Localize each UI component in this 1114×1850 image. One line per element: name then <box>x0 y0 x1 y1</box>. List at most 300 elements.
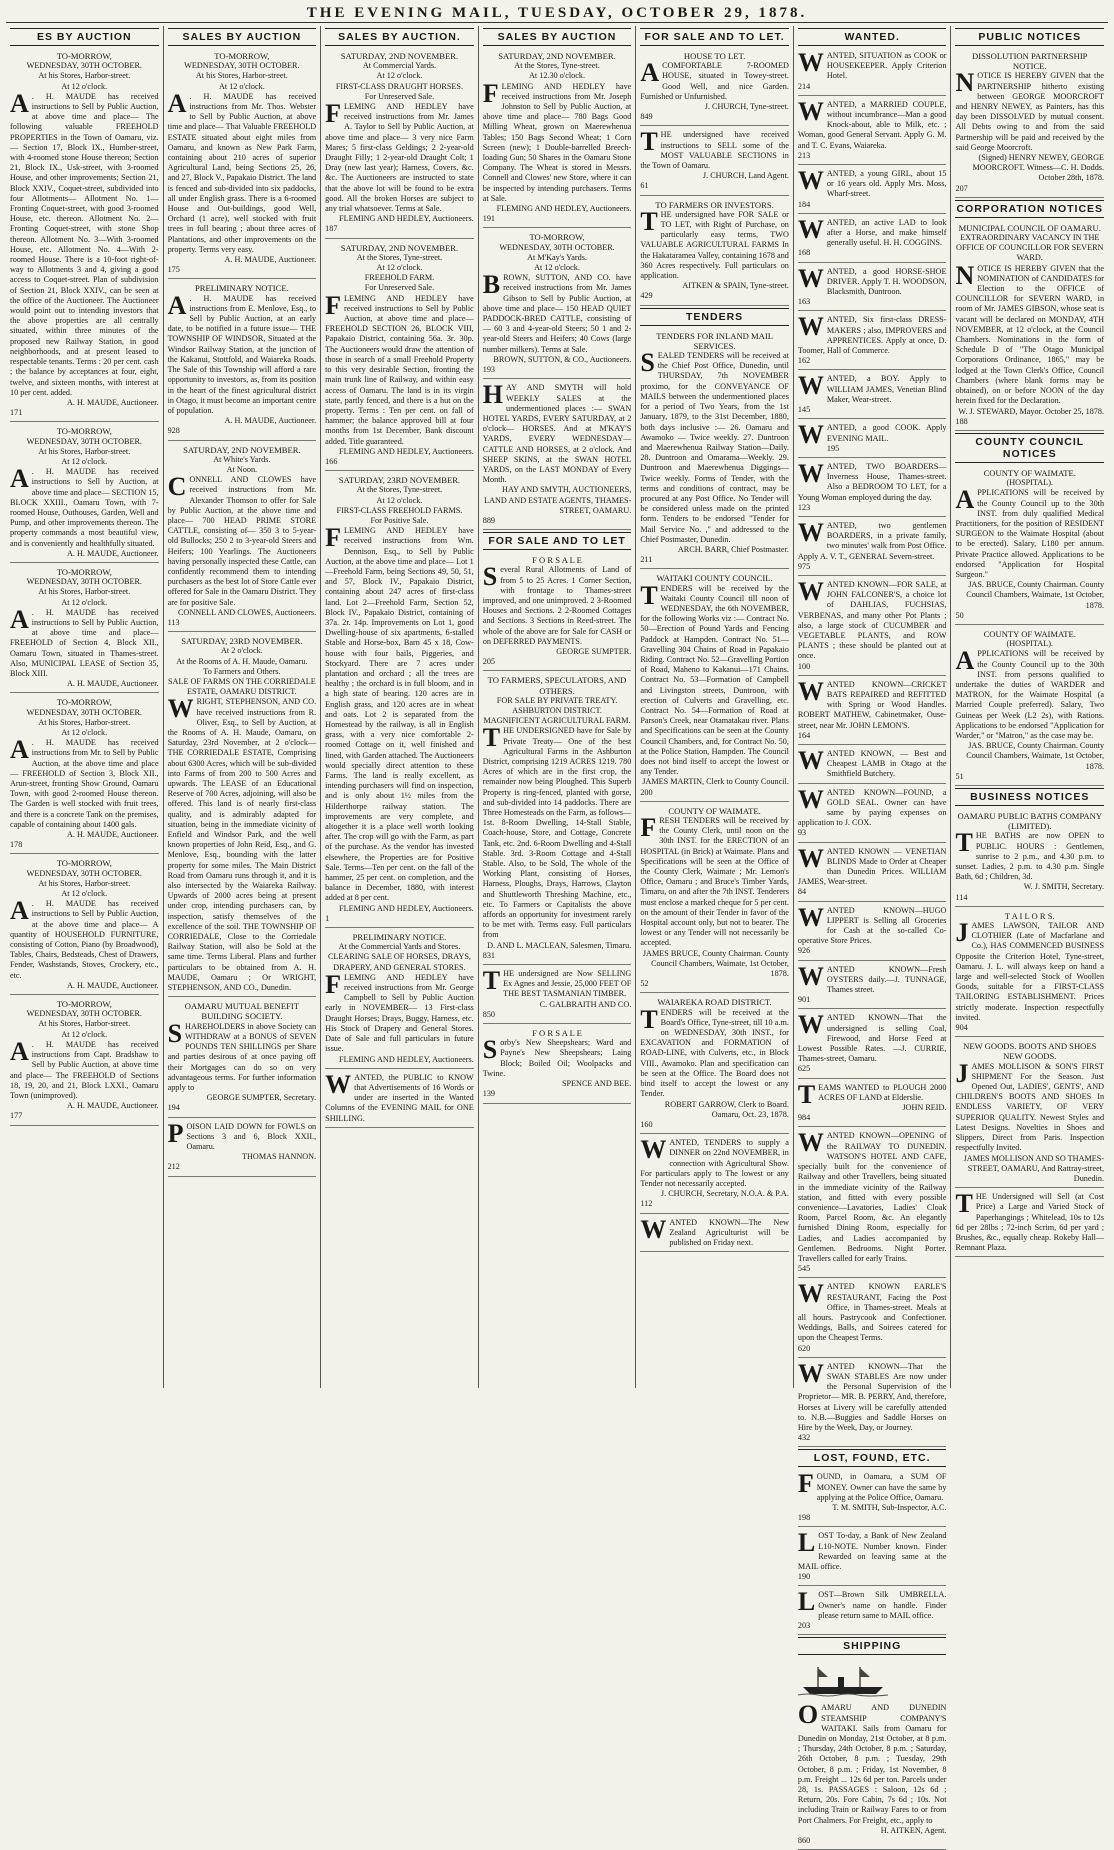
advertisement <box>798 313 947 370</box>
ad-heading-line: (HOSPITAL). <box>1006 478 1053 488</box>
advertisement <box>798 1529 947 1586</box>
ad-number: 190 <box>797 1572 811 1582</box>
ad-heading-line: WEDNESDAY, 30TH OCTOBER. <box>26 577 142 587</box>
advertisement <box>640 571 789 801</box>
drop-cap: A <box>10 88 29 118</box>
drop-cap: W <box>797 312 824 342</box>
ad-body: WANTED, SITUATION as COOK or HOUSEKEEPER. Apply Criterion Hotel. <box>797 48 947 81</box>
ad-heading-line: TO-MORROW, <box>56 426 112 437</box>
ad-body: WANTED, a good HORSE-SHOE DRIVER. Apply T. H. WOODSON, Blacksmith, Duntroon. <box>797 263 947 297</box>
advertisement <box>640 804 789 994</box>
ad-signature: T. M. SMITH, Sub-Inspector, A.C. <box>832 1502 947 1512</box>
ad-body: WANTED KNOWN—That the SWAN STABLES Are now under the Personal Supervision of the Proprietor— MR. B. PERRY, And, therefore, Horses at Livery will be carefully attended to. N.B.—Buggies and Saddle Horses on Hire by the Week, Day, or Journey. <box>797 1358 947 1432</box>
advertisement <box>168 634 317 997</box>
advertisement <box>798 49 947 96</box>
ad-body: A . H. MAUDE has received instructions from Capt. Bradshaw to Sell by Public Auction, at above time and place— The FREEHOLD of Sections 18, 19, 20, and 21, Block LXXI., Oamaru Town (unimproved). <box>10 1036 159 1100</box>
ad-heading-line: At 12 o'clock. <box>376 263 423 273</box>
ad-heading-line: At his Stores, Harbor-street. <box>195 71 288 81</box>
ad-heading-line: TO FARMERS OR INVESTORS. <box>655 199 774 210</box>
ad-number: 187 <box>325 224 338 234</box>
ad-number: 205 <box>482 657 496 667</box>
advertisement <box>483 49 632 228</box>
ad-body: LOST—Brown Silk UMBRELLA. Owner's name on handle. Finder please return same to MAIL office. <box>797 1587 947 1620</box>
section-heading: ES BY AUCTION <box>10 28 159 46</box>
ad-heading-line: At his Stores, Harbor-street. <box>38 717 131 727</box>
ad-body: Sorby's New Sheepshears; Ward and Payne's New Sheepshears; Laing Block; Boiled Oil; Woolpacks and Twine. <box>482 1035 632 1078</box>
ad-signature: A. H. MAUDE, Auctioneer. <box>224 416 317 426</box>
drop-cap: A <box>955 646 975 676</box>
ad-number: 194 <box>167 1103 180 1113</box>
ad-signature: A. H. MAUDE, Auctioneer. <box>66 679 159 689</box>
ad-heading-line: SATURDAY, 23RD NOVEMBER. <box>181 636 303 647</box>
ad-number: 171 <box>10 408 23 418</box>
drop-cap: S <box>482 562 498 592</box>
advertisement <box>483 230 632 379</box>
ad-body: FLEMING AND HEDLEY have received instructions from Mr. George Campbell to Sell by Public Auction early in NOVEMBER— 13 First-class Draught Horses; Drays, Buggy, Harness, etc. His Stock of Drapery and General Stores. Date of Sale and full particulars in future issue. <box>325 969 474 1054</box>
ad-heading-line: FIRST-CLASS FREEHOLD FARMS. <box>336 505 463 515</box>
column-5 <box>635 26 793 1388</box>
ad-body: WANTED KNOWN — VENETIAN BLINDS Made to Order at Cheaper than Dunedin Prices. WILLIAM JAMES, Wear-street. <box>797 843 947 887</box>
ad-heading-line: At 12 o'clock. <box>218 81 265 91</box>
ad-number: 160 <box>640 1119 653 1129</box>
ad-heading-line: HOUSE TO LET. <box>683 51 746 61</box>
ad-heading-line: WEDNESDAY, 30TH OCTOBER. <box>26 868 142 878</box>
drop-cap: B <box>482 270 501 300</box>
column-2 <box>163 26 321 1388</box>
ad-body: WANTED, two gentlemen BOARDERS, in a private family, two minutes' walk from Post Office. Apply A. V. T., GENERAL Severn-street. <box>797 517 947 561</box>
ad-signature: BROWN, SUTTON, & CO., Auctioneers. <box>493 354 632 364</box>
drop-cap: T <box>797 1079 816 1109</box>
drop-cap: N <box>955 260 975 290</box>
drop-cap: W <box>797 961 824 991</box>
drop-cap: H <box>482 380 503 410</box>
ad-heading-line: F O R S A L E <box>532 555 582 566</box>
ad-number: 926 <box>797 946 811 956</box>
ad-heading-line: WEDNESDAY, 30TH OCTOBER. <box>26 436 142 446</box>
ad-number: 163 <box>797 297 811 307</box>
ad-number: 112 <box>640 1199 653 1209</box>
ad-heading-line: ASHBURTON DISTRICT. <box>512 705 602 715</box>
section-heading: FOR SALE AND TO LET. <box>640 28 789 46</box>
ad-signature: A. H. MAUDE, Auctioneer. <box>66 397 159 407</box>
drop-cap: A <box>167 290 187 320</box>
advertisement <box>168 1120 317 1177</box>
drop-cap: A <box>10 464 29 494</box>
ad-number: 198 <box>797 1513 811 1523</box>
ad-heading-line: TO-MORROW, <box>529 232 585 243</box>
ad-number: 432 <box>797 1433 811 1443</box>
section-heading: WANTED. <box>798 28 947 46</box>
ad-signature: FLEMING AND HEDLEY, Auctioneers. <box>339 446 474 456</box>
ad-signature: GEORGE SUMPTER, Secretary. <box>206 1093 317 1103</box>
ad-heading-line: At the Rooms of A. H. Maude, Oamaru. <box>176 656 308 666</box>
ad-heading-line: At 12 o'clock. <box>61 728 108 737</box>
ad-body: A . H. MAUDE has received instructions to Sell by Auction, at above time and place— SECTION 15, BLOCK XXIII., Oamaru Town, with 7-roomed House, Outhouses, Garden, Well and Pump, and other improvements thereon. The property commands a most beautiful view, and is conveniently and healthfully situated. <box>10 464 159 548</box>
ad-heading-line: EXTRAORDINARY VACANCY IN THE OFFICE OF COUNCILLOR FOR SEVERN WARD. <box>956 233 1104 263</box>
ad-heading-line: DISSOLUTION PARTNERSHIP NOTICE. <box>972 51 1088 72</box>
ad-number: 139 <box>482 1089 496 1099</box>
ad-body: TEAMS WANTED to PLOUGH 2000 ACRES OF LAND at Elderslie. <box>797 1079 947 1109</box>
ad-body: THE Undersigned will Sell (at Cost Price) a Large and Varied Stock of Paperhangings ; Whitelead, 10s to 12s 6d per 28lbs ; 72-inch Scrim, 6d per yard ; Brushes, &c., equally cheap. Rokeby Hall—Remnant Plaza. <box>955 1189 1105 1253</box>
ad-heading-line: TO-MORROW, <box>56 697 112 708</box>
ad-heading-line: At 12 o'clock. <box>376 495 423 505</box>
ad-heading-line: WEDNESDAY, 30TH OCTOBER. <box>26 1009 142 1019</box>
advertisement <box>325 241 474 471</box>
advertisement <box>168 999 317 1117</box>
ad-number: 850 <box>482 1009 496 1019</box>
drop-cap: T <box>482 966 501 996</box>
ad-heading-line: FREEHOLD FARM. <box>364 273 435 283</box>
ad-body: WANTED KNOWN—CRICKET BATS REPAIRED and REFITTED with Spring or Wood Handles. ROBERT MATHEW, Cabinetmaker, Ouse-street, near Mr. JOHN LEMON'S. <box>797 676 947 730</box>
ad-number: 51 <box>955 771 964 781</box>
drop-cap: S <box>640 348 655 378</box>
drop-cap: T <box>640 580 658 610</box>
ad-heading-line: For Unreserved Sale. <box>364 283 435 293</box>
ad-heading-line: At 12 o'clock. <box>61 889 108 899</box>
advertisement <box>955 627 1104 786</box>
ad-heading-line: TENDERS FOR INLAND MAIL SERVICES. <box>656 330 773 351</box>
ad-heading-line: At his Stores, Harbor-street. <box>38 1019 131 1029</box>
ad-heading-line: WEDNESDAY, 30TH OCTOBER. <box>26 61 142 71</box>
ad-signature: JOHN REID. <box>902 1103 947 1113</box>
ad-signature: A. H. MAUDE, Auctioneer. <box>66 548 159 558</box>
drop-cap: F <box>325 99 342 129</box>
ad-signature: FLEMING AND HEDLEY, Auctioneers. <box>339 1054 474 1064</box>
ad-body: WANTED, Six first-class DRESS-MAKERS ; also, IMPROVERS and APPRENTICES. Apply at once, D. Toomer, Hall of Commerce. <box>797 312 947 356</box>
advertisement <box>798 1470 947 1527</box>
advertisement <box>798 1081 947 1128</box>
advertisement <box>798 1129 947 1278</box>
ad-body: JAMES MOLLISON & SON'S FIRST SHIPMENT For the Season. Just Opened Out, LADIES', GENTS', AND CHILDREN'S BOOTS AND SHOES In ENDLESS VARIETY, OF VERY SUPERIOR QUALITY. Newest Styles and Latest Designs. Novelties in Shoes and Slippers, Direct from Paris. Inspection respectfully Invited. <box>955 1058 1105 1153</box>
ad-body: A . H. MAUDE has received instructions from Mr. Thos. Webster to Sell by Public Auction, at above time and place— That Valuable FREEHOLD ESTATE situated about eight miles from Oamaru, and known as New Park Farm, containing about 210 acres of superior Agricultural Land, being Sections 25, 26, and 27, Block V., Papakaio District. The land is fenced and sub-divided into six paddocks, all under English grass. There is a 6-roomed House and Out-buildings, good Well, Orchard (1 acre), well stocked with fruit trees in full bearing ; about three acres of Plantations, and other improvements on the property. Terms very easy. <box>167 88 317 254</box>
drop-cap: W <box>797 517 824 547</box>
drop-cap: F <box>640 813 657 843</box>
advertisement <box>798 904 947 961</box>
ad-body: THE undersigned are Now SELLING Ex Agnes and Jessie, 25,000 FEET OF THE BEST TASMANIAN TIMBER. <box>482 966 632 999</box>
ad-number: 175 <box>167 265 180 275</box>
ad-heading-line: For Positive Sale. <box>370 515 429 525</box>
ad-body: A . H. MAUDE has received instructions to Sell by Public Auction, at above time and place— The following valuable FREEHOLD PROPERTIES in the Town of Oamaru, viz.— Section 17, Block IX., Humber-street, with 4-roomed stone House thereon; Section 21, Block IX., Usk-street, with 3-roomed House, and other improvements; Section 21, Block XXIV., Coquet-street, subdivided into four Allotments— Allotment No. 1—Fronting Coquet-street, with good 3-roomed House, etc. thereon. Allotment No. 2—Fronting Coquet-street, with stone Shop thereon. Allotment No. 3—With 3-roomed House, etc. Allotment No. 4—With 2-roomed House. There is a 10-foot right-of-way to Allotments 3 and 4, giving a good access to Coquet-street. Plan of subdivision of Section 21, Block XXIV., can be seen at the office of the Auctioneer. The Auctioneer would point out to intending investors that the above properties are all centrally situated, within three minutes of the proposed new Railway Station, in good neighborhoods, and at present leased to respectable tenants. Terms : 20 per cent. cash ; the balance by acceptances at four, eight, twelve, and sixteen months, with interest at 10 per cent. added. <box>10 88 159 397</box>
ad-signature: H. AITKEN, Agent. <box>880 1825 947 1835</box>
ad-number: 625 <box>797 1064 811 1074</box>
ad-body: A . H. MAUDE has received instructions to Sell by Public Auction, at above time and place— FREEHOLD of Section 4, Block XII., Oamaru Town, situated in Thames-street. Also, MUNICIPAL LEASE of Section 35, Block XIII. <box>10 604 159 678</box>
ad-heading-line: PRELIMINARY NOTICE. <box>352 932 447 943</box>
ad-signature: W. J. SMITH, Secretary. <box>1023 882 1105 892</box>
section-heading: SALES BY AUCTION <box>483 28 632 46</box>
ad-heading-line: FIRST-CLASS DRAUGHT HORSES. <box>335 81 464 91</box>
advertisement <box>798 1280 947 1357</box>
ad-body: A . H. MAUDE has received instructions from Mr. to Sell by Public Auction, at the above time and place— FREEHOLD of Section 3, Block XII., Arun-street, fronting Show Ground, Oamaru Town, with good 2-roomed House thereon. The Garden is well stocked with fruit trees, and there is a concrete Tank on the premises, capable of containing about 1400 gals. <box>10 735 159 829</box>
drop-cap: W <box>797 1358 824 1388</box>
ad-number: 84 <box>797 887 807 897</box>
ad-number: 178 <box>10 840 23 850</box>
advertisement <box>798 519 947 576</box>
advertisement <box>955 1190 1104 1257</box>
ad-signature: JAMES MOLLISON AND SO THAMES-STREET, OAMARU, And Rattray-street, Dunedin. <box>963 1153 1105 1183</box>
ad-heading-line: At his Stores, Harbor-street. <box>38 587 131 597</box>
ad-body: WANTED, a young GIRL, about 15 or 16 years old. Apply Mrs. Moss, Wharf-street. <box>797 166 947 199</box>
ad-heading-line: At his Stores, Harbor-street. <box>38 878 131 888</box>
drop-cap: L <box>797 1587 816 1617</box>
column-4 <box>478 26 636 1388</box>
ad-heading-line: SATURDAY, 2ND NOVEMBER. <box>340 242 459 253</box>
drop-cap: A <box>955 485 975 515</box>
ad-number: 545 <box>797 1264 811 1274</box>
ad-signature: HAY AND SMYTH, AUCTIONEERS, LAND AND ESTATE AGENTS, THAMES-STREET, OAMARU. <box>484 485 632 515</box>
advertisement <box>10 856 159 995</box>
ad-heading-line: SATURDAY, 2ND NOVEMBER. <box>183 444 301 455</box>
drop-cap: A <box>10 1036 29 1066</box>
ad-signature: THOMAS HANNON. <box>242 1152 317 1162</box>
ad-signature: JAS. BRUCE, County Chairman. County Council Chambers, Waimate, 1st October, 1878. <box>966 580 1105 610</box>
ad-signature: J. CHURCH, Tyne-street. <box>704 102 789 112</box>
ad-heading-line: MUNICIPAL COUNCIL OF OAMARU. <box>958 222 1101 233</box>
ad-heading-line: SATURDAY, 2ND NOVEMBER. <box>340 51 459 61</box>
ad-body: THE undersigned have received instructions to SELL some of the MOST VALUABLE SECTIONS in the Town of Oamaru. <box>640 127 789 171</box>
ad-body: THE UNDERSIGNED have for Sale by Private Treaty— One of the best Agricultural Farms in the Ashburton District, comprising 1219 ACRES 1219. 780 Acres of which are in the first crop, the remainder now being Ploughed. This Superb Property is ring-fenced, planted with gorse, and sub-divided into 14 paddocks. There are Three Homesteads on the Farm, as follows— 1st. 8-Room Dwelling, 14-Stall Stable, Coach-house, Store, and Cottage, Concrete Tank, etc. 2nd. 6-Room Dwelling and 4-Stall Stable. 3rd. 3-Room Cottage and 4-Stall Stable. Also, to be Sold, The whole of the Working Plant, consisting of Horses, Harness, Ploughs, Drays, Harrows, Clayton and Shuttleworth Threshing Machine, etc., etc. To Farmers or Capitalists the above affords an opportunity for investment rarely to be met with. Terms easy. Full particulars from <box>482 723 632 940</box>
advertisement <box>798 678 947 745</box>
ad-signature: FLEMING AND HEDLEY, Auctioneers. <box>339 903 474 913</box>
column-6 <box>793 26 951 1846</box>
advertisement <box>640 329 789 570</box>
ad-body: WANTED, TWO BOARDERS—Inverness House, Thames-street. Also a BEDROOM TO LET, for a Young Woman employed during the day. <box>797 458 947 502</box>
drop-cap: F <box>797 1469 814 1499</box>
ad-heading-line: OAMARU PUBLIC BATHS COMPANY (LIMITED). <box>957 811 1103 832</box>
advertisement <box>640 49 789 126</box>
ad-signature: JAMES BRUCE, County Chairman. County Council Chambers, Waimate, 1st October, 1878. <box>642 948 789 979</box>
ad-body: WANTED KNOWN—FOR SALE, at JOHN FALCONER'S, a choice lot of DAHLIAS, FUCHSIAS, VERBENAS, and many other Pot Plants ; also, a large stock of CUCUMBER and VEGETABLE PLANTS, and ROW PLANTS ; these should be planted out at once. <box>797 576 947 661</box>
ad-signature: A. H. MAUDE, Auctioneer. <box>224 255 317 265</box>
ad-number: 214 <box>797 81 811 91</box>
ad-heading-line: At 2 o'clock. <box>221 646 263 656</box>
advertisement <box>798 963 947 1010</box>
advertisement <box>798 372 947 419</box>
ad-number: 61 <box>640 181 649 191</box>
ad-body: THE undersigned have FOR SALE or TO LET, with Right of Purchase, on particularly easy terms, TWO VALUABLE AGRICULTURAL FARMS In the Hakataramea Valley, containing 1678 and 360 Acres respectively. Full particulars on application. <box>640 206 789 281</box>
advertisement <box>798 845 947 902</box>
ad-number: 213 <box>797 150 811 160</box>
ad-signature: A. H. MAUDE, Auctioneer. <box>66 830 159 840</box>
column-7 <box>950 26 1108 1388</box>
advertisement <box>483 673 632 965</box>
section-heading: PUBLIC NOTICES <box>955 28 1104 46</box>
advertisement <box>168 49 317 279</box>
ad-number: 211 <box>640 555 653 565</box>
ad-heading-line: At 12 o'clock. <box>376 71 423 81</box>
ad-number: 166 <box>325 456 338 466</box>
drop-cap: A <box>10 735 29 765</box>
masthead: THE EVENING MAIL, TUESDAY, OCTOBER 29, 1878. <box>6 4 1108 23</box>
advertisement <box>325 49 474 239</box>
ad-body: WANTED KNOWN—That the undersigned is selling Coal, Firewood, and Horse Feed at Lowest Possible Rates. —J. CURRIE, Thames-street, Oamaru. <box>797 1010 947 1064</box>
ad-number: 860 <box>797 1836 811 1846</box>
ad-body: NOTICE IS HEREBY GIVEN that the NOMINATION of CANDIDATES for Election to the OFFICE of COUNCILLOR for SEVERN WARD, in room of Mr. JAMES GIBSON, whose seat is vacant will be declared on MONDAY, 4TH NOVEMBER, at 12 o'clock, at the Council Chambers. Nominations in the form of Schedule D of "The Otago Municipal Corporations Ordinance, 1865," may be lodged at the Town Clerk's Office, Council Chambers (where blank forms may be obtained), on or before NOON of the day herein fixed for the Declaration. <box>955 260 1105 406</box>
ad-body: WRIGHT, STEPHENSON, AND CO. have received instructions from R. Oliver, Esq., to Sell by Auction, at the Rooms of A. H. Maude, Oamaru, on Saturday, 23rd November, at 2 o'clock— THE CORRIEDALE ESTATE, Comprising about 6300 Acres, which will be sub-divided into Farms of from 200 to 500 Acres and upwards. The LEASE of an Educational Reserve of 700 Acres, adjoining, will also be offered. This land is of nearly first-class quality, and is admirably adapted for situation, being in the immediate vicinity of Enfield and Windsor Park, and the well known properties of John Reid, Esq., and G. Menlove, Esq., bounding with the latter property for some miles. The Main District Road from Oamaru runs through it, and it is also intersected by the Waiareka Railway. Upwards of 2000 acres being at present under crop, intending purchasers can, by inspection, satisfy themselves of the excellence of the soil. THE TOWNSHIP OF CORRIEDALE, Close to the Corriedale Railway Station, will also be Sold at the same time. Terms Liberal. Plans and further particulars to be obtained from A. H. MAUDE, Oamaru ; Or WRIGHT, STEPHENSON, AND CO., Dunedin. <box>167 694 317 993</box>
ad-number: 50 <box>955 610 964 620</box>
ad-heading-line: TO-MORROW, <box>56 51 112 61</box>
drop-cap: W <box>640 1214 667 1244</box>
drop-cap: C <box>167 472 187 502</box>
ad-heading-line: At M'Kay's Yards. <box>527 252 587 262</box>
ad-body: WANTED, a BOY. Apply to WILLIAM JAMES, Venetian Blind Maker, Wear-street. <box>797 371 947 404</box>
ad-body: SEALED TENDERS will be received at the Chief Post Office, Dunedin, until THURSDAY, 7th NOVEMBER proximo, for the CONVEYANCE OF MAILS between the undermentioned places for a period of Two Years, from the 1st January, 1879, to the 31st December, 1880, both days inclusive :— 26. Oamaru and Awamoko — Twice weekly. 27. Duntroon and Maerewhenua Railway Station—Daily. 28. Duntroon and Omarama—Weekly. 29. Duntroon and Maerewhenua Diggings—Twice weekly. Forms of Tender, with the terms and conditions of contract, may be procured at any Post Office. No Tender will be considered unless made on the printed form. Tenders to be endorsed "Tender for Mail Service No. ," and addressed to the Chief Postmaster, Dunedin. <box>640 348 789 544</box>
drop-cap: W <box>797 576 824 606</box>
drop-cap: A <box>10 604 29 634</box>
ad-body: NOTICE IS HEREBY GIVEN that the PARTNERSHIP hitherto existing between GEORGE MOORCROFT and HENRY NEWEY, as Painters, has this day been DISSOLVED by mutual consent. All Debts owing to and from the said Partnership will be paid and received by the said George Moorcroft. <box>955 68 1105 152</box>
ad-heading-line: CLEARING SALE OF HORSES, DRAYS, DRAPERY, AND GENERAL STORES. <box>327 952 471 972</box>
drop-cap: W <box>797 1279 824 1309</box>
ad-heading-line: At the Stores, Tyne-street. <box>514 61 600 71</box>
ad-body: WANTED, a MARRIED COUPLE, without incumbrance—Man a good Knock-about, able to Milk, etc. ; Woman, good General Servant. Apply G. M. and T. C. Evans, Waiareka. <box>797 96 947 150</box>
ad-signature: W. J. STEWARD, Mayor. October 25, 1878. <box>958 406 1105 416</box>
advertisement <box>798 167 947 214</box>
drop-cap: W <box>797 48 824 77</box>
ad-heading-line: At 12 o'clock. <box>61 456 108 466</box>
advertisement <box>483 553 632 671</box>
advertisement <box>955 466 1104 625</box>
advertisement <box>325 473 474 928</box>
ad-number: 145 <box>797 405 811 415</box>
ad-signature: GEORGE SUMPTER. <box>556 646 632 656</box>
ad-body: FLEMING AND HEDLEY have received instructions from Mr. James A. Taylor to Sell by Public Auction, at above time and place— 3 very nice Farm Mares; 5 first-class Geldings; 2 2-year-old Draught Filly; 1 2-year-old Draught Colt; 1 Dray (new last year); Harness, Covers, &c. &c. The Auctioneers are instructed to state that the above lot will be found to be extra good. All the broken Horses are subject to any trial whatsoever. Terms at Sale. <box>325 99 474 214</box>
ad-heading-line: TO-MORROW, <box>56 999 112 1010</box>
ad-heading-line: To Farmers and Others. <box>203 666 281 676</box>
ad-heading-line: At 12 o'clock. <box>61 81 108 91</box>
ad-body: HAY AND SMYTH will hold WEEKLY SALES at the undermentioned places :— SWAN HOTEL YARDS, EVERY SATURDAY, at 2 o'clock— HORSES. And at M'KAY'S YARDS, EVERY WEDNESDAY— CATTLE AND HORSES, at 2 o'clock. And SHEEP SKINS, at the SWAN HOTEL YARDS, on the LAST MONDAY of Every Month. <box>482 380 632 485</box>
ad-body: BROWN, SUTTON, AND CO. have received instructions from Mr. James Gibson to Sell by Public Auction, at above time and place— 150 HEAD QUIET PADDOCK-BRED CATTLE, consisting of— 60 3 and 4-year-old Steers; 50 1 and 2-year-old Steers and Heifers; 40 Cows (large number milkers). Terms at Sale. <box>482 270 632 354</box>
ad-body: SHAREHOLDERS in above Society can WITHDRAW at a BONUS of SEVEN POUNDS TEN SHILLINGS per Share and parties desirous of at once paying off their Mortgages can do so on very advantageous terms. For further information apply to <box>167 1018 317 1092</box>
advertisement <box>168 281 317 440</box>
ad-number: 123 <box>797 502 811 512</box>
ad-heading-line: At his Stores, Harbor-street. <box>38 446 131 456</box>
ad-body: APPLICATIONS will be received by the County Council up to the 30th INST. from duly qualified Medical Practitioners, for the position of RESIDENT SURGEON to the Waimate Hospital (about to be erected). Salary, L180 per annum. Private Practice allowed. Applications to be endorsed "Application for Hospital Surgeon." <box>955 485 1105 579</box>
ad-heading-line: At Noon. <box>226 464 258 474</box>
ad-number: 93 <box>797 828 807 838</box>
ad-body: FRESH TENDERS will be received by the County Clerk, until noon on the 30th INST. for the ERECTION of an HOSPITAL (in Brick) at Waimate. Plans and Specifications will be seen at the Office of the County Clerk, Waimate ; Mr. Lemon's Office, Oamaru ; and Bruce's Timber Yards, Timaru, on and after the 7th INST. Tenderers must enclose a marked cheque for 5 per cent. on the amount of their Tender in favor of the Hospital account only, but not to bearer. The lowest or any Tender will not necessarily be accepted. <box>640 813 789 948</box>
ad-heading-line: OAMARU MUTUAL BENEFIT BUILDING SOCIETY. <box>184 1001 299 1022</box>
ad-number: 162 <box>797 356 811 366</box>
ad-body: FLEMING AND HEDLEY have received instructions to Sell by Public Auction, at above time and place— FREEHOLD SECTION 26, BLOCK VIII, Papakaio District, containing 56a. 3r. 30p. The Auctioneers would draw the attention of those in search of a small Freehold Property to this very desirable Section, fronting the main trunk line of Railway, and within easy access of Oamaru. The land is in its virgin state, partly fenced, and there is a hut on the property. Terms : Ten per cent. on fall of hammer; the balance approved bill at four months from 1st December, Bank discount added. Title guaranteed. <box>325 290 474 446</box>
ad-number: 901 <box>797 995 811 1005</box>
ad-heading-line: TO-MORROW, <box>56 566 112 577</box>
ad-signature: CONNELL AND CLOWES, Auctioneers. <box>177 607 317 617</box>
ad-number: 975 <box>797 561 811 571</box>
ad-signature: AITKEN & SPAIN, Tyne-street. <box>682 281 789 291</box>
drop-cap: W <box>797 902 824 932</box>
advertisement <box>483 967 632 1024</box>
advertisement <box>798 1011 947 1078</box>
advertisement <box>798 265 947 312</box>
drop-cap: F <box>325 969 342 999</box>
ad-number: 191 <box>482 214 496 224</box>
drop-cap: A <box>167 88 187 118</box>
ad-body: JAMES LAWSON, TAILOR AND CLOTHIER (Late of Macfarlane and Co.), HAS COMMENCED BUSINESS Opposite the Criterion Hotel, Tyne-street, Oamaru. J. L. will always keep on hand a large and well-selected Stock of Woollen Goods, suitable for a FIRST-CLASS TAILORING ESTABLISHMENT. Prices strictly moderate. Inspection respectfully invited. <box>955 918 1105 1022</box>
drop-cap: P <box>167 1118 184 1148</box>
section-heading: LOST, FOUND, ETC. <box>798 1449 947 1467</box>
advertisement <box>10 424 159 563</box>
ad-body: A . H. MAUDE has received instructions to Sell by Public Auction, at the above time and place— A quantity of HOUSEHOLD FURNITURE, consisting of Cotton, Piano (by Broadwood), Tables, Chairs, Bedsteads, Chest of Drawers, Fender, Washstands, Stoves, Crockery, etc., etc. <box>10 896 159 980</box>
advertisement <box>798 421 947 458</box>
ad-signature: JAMES MARTIN, Clerk to County Council. <box>642 777 789 787</box>
ad-body: CONNELL AND CLOWES have received instructions from Mr. Alexander Thomson to offer for Sale by Public Auction, at the above time and place— 700 HEAD PRIME STORE CATTLE, consisting of— 350 3 to 5-year-old Bullocks; 250 2 to 3-year-old Steers and Heifers; 100 Yearlings. The Auctioneers having personally inspected these Cattle, can confidently recommend them to intending purchasers as the best lot of Store Cattle ever offered for Sale in the Oamaru District. They are for positive Sale. <box>167 472 317 607</box>
ad-number: 984 <box>797 1113 811 1123</box>
advertisement <box>798 1588 947 1635</box>
advertisement <box>483 381 632 530</box>
ad-heading-line: For Unreserved Sale. <box>364 91 435 101</box>
ad-number: 831 <box>482 950 496 960</box>
ad-number: 904 <box>955 1023 968 1033</box>
ad-heading-line: PRELIMINARY NOTICE. <box>195 283 289 294</box>
drop-cap: W <box>797 263 824 293</box>
ad-heading-line: SATURDAY, 2ND NOVEMBER. <box>498 51 616 61</box>
ad-number: 849 <box>640 112 653 122</box>
drop-cap: T <box>640 127 658 157</box>
ad-heading-line: At his Stores, Harbor-street. <box>38 71 131 81</box>
drop-cap: J <box>955 1058 969 1088</box>
ad-heading-line: COUNTY OF WAIMATE. <box>983 628 1076 639</box>
ad-heading-line: COUNTY OF WAIMATE. <box>983 467 1076 478</box>
ad-body: A COMFORTABLE 7-ROOMED HOUSE, situated in Towey-street. Good Well, and nice Garden. Furnished or Unfurnished. <box>640 58 789 101</box>
drop-cap: W <box>325 1069 352 1099</box>
advertisement <box>955 1039 1104 1188</box>
advertisement <box>640 198 789 306</box>
ad-signature: J. CHURCH, Secretary, N.O.A. & P.A. <box>660 1189 789 1199</box>
ad-number: 168 <box>797 248 811 258</box>
ad-heading-line: WEDNESDAY, 30TH OCTOBER. <box>499 242 615 252</box>
advertisement <box>640 128 789 195</box>
ad-number: 114 <box>955 892 968 902</box>
ad-body: Several Rural Allotments of Land of from 5 to 25 Acres. 1 Corner Section, with frontage to Thames-street improved, and one unimproved. 2 3-Roomed Houses and Sections. 2 2-Roomed Cottages and Sections. 3 Sections in Reed-street. The whole of the above are for Sale for CASH or on DEFERRED PAYMENTS. <box>482 562 632 646</box>
ship-icon <box>798 1663 947 1700</box>
drop-cap: A <box>10 896 29 926</box>
ad-body: TENDERS will be received by the Waitaki County Council till noon of WEDNESDAY, the 6th NOVEMBER, for the following Works viz :— Contract No. 50—Erection of Pound Yards and Fencing Paddock at Hampden. Contract No. 51—Gravelling 304 Chains of Road in Papakaio Riding. Contract No. 52—Gravelling Portion of Road, Maheno to Kakanui—171 Chains. Contract No. 53—Formation of Campbell and Livingston streets, Duntroon, with erection of Culverts and Gravelling, etc. Contract No. 54—Formation of Road at Parson's Creek, near Otamatakau river. Plans and Specifications can be seen at the County Council Chambers, and, for Contract No. 50, at the Police Station, Hampden. The Council does not bind itself to accept the lowest or any Tender. <box>640 580 789 777</box>
advertisement <box>798 1360 947 1448</box>
ad-number: 100 <box>797 661 811 671</box>
drop-cap: F <box>325 523 342 553</box>
columns <box>6 26 1108 1846</box>
ad-body: LOST To-day, a Bank of New Zealand L10-NOTE. Number known. Finder Rewarded on leaving same at the MAIL office. <box>797 1528 947 1571</box>
ad-number: 113 <box>167 617 180 627</box>
advertisement <box>798 747 947 784</box>
section-heading: CORPORATION NOTICES <box>955 200 1104 218</box>
ad-heading-line: TO-MORROW, <box>56 858 112 869</box>
ad-body: FLEMING AND HEDLEY have received instructions from Wm. Dennison, Esq., to Sell by Public Auction, at the above time and place— Lot 1—Freehold Farm, being Sections 49, 50, 51, and 57, Block IV., Papakaio District, containing about 247 acres of first-class land. Lot 2—Freehold Farm, Section 52, Block IV., Papakaio District, containing of 37a. 2r. 14p. Improvements on Lot 1, good Dwelling-house of six apartments, 6-stalled Stable and Horse-box, Barn 45 x 18, Cow-house with four bails, Piggeries, and Stockyard. There are 7 acres under plantation and orchard ; all the trees are healthy ; the orchard is in full bloom, and in a high state of bearing. 120 acres are in English grass, and 120 acres are in wheat and oats. Lot 2 is separated from the Homestead by the railway, is all in English grass, with a very nice comfortable 2-roomed Cottage on it, well finished and lined, with Garden attached. The Auctioneers would specially direct attention to these Farms. The land is really excellent, as intending purchasers will find on inspection, and is only about 1½ miles from the Hilderthorpe railway station. The improvements are very complete, and altogether it is a place well worth looking after. The crop will go with the Farm, as part of the purchase. As the vendor has invested elsewhere, the Properties are for Positive Sale. Terms—Ten per cent. on the fall of the hammer, 25 per cent. on completion, and the balance in December, 1880, with interest added at 8 per cent. <box>325 523 474 903</box>
drop-cap: A <box>640 58 660 88</box>
ad-body: WANTED, an active LAD to look after a Horse, and make himself generally useful. H. H. COGGINS. <box>797 214 947 248</box>
drop-cap: W <box>797 784 824 814</box>
advertisement <box>798 786 947 843</box>
ad-heading-line: WAITAKI COUNTY COUNCIL. <box>656 573 773 584</box>
ad-heading-line: At 12.30 o'clock. <box>528 71 586 81</box>
ad-body: WANTED KNOWN—FOUND, a GOLD SEAL. Owner can have same by paying expenses on application to J. COX. <box>797 784 947 828</box>
ad-heading-line: SALE OF FARMS ON THE CORRIEDALE ESTATE, OAMARU DISTRICT. <box>167 676 316 697</box>
ad-number: 193 <box>482 365 496 375</box>
advertisement <box>955 809 1104 907</box>
drop-cap: W <box>797 420 824 450</box>
advertisement <box>798 98 947 165</box>
ad-heading-line: SATURDAY, 23RD NOVEMBER. <box>338 475 461 486</box>
ad-heading-line: At Commercial Yards. <box>362 61 437 71</box>
ad-heading-line: At 12 o'clock. <box>61 1029 108 1039</box>
ad-signature: ARCH. BARR, Chief Postmaster. <box>677 544 789 554</box>
ad-body: OAMARU AND DUNEDIN STEAMSHIP COMPANY'S WAITAKI. Sails from Oamaru for Dunedin on Monday, 21st October, at 8 p.m. ; Thursday, 24th October, 8 p.m. ; Saturday, 26th October, 8 p.m. ; Tuesday, 29th October, 8 p.m. ; Friday, 1st November, 8 p.m. Freight ... 12s 6d per ton. Parcels under 28, 1s. PASSAGES : Saloon, 12s 6d ; Return, 20s. Fore Cabin, 7s 6d ; 10s. Not including Train or Railway Fares to or from Port Chalmers. For Freight, etc., apply to <box>797 1700 947 1825</box>
ad-heading-line: At 12 o'clock. <box>61 597 108 607</box>
drop-cap: F <box>325 290 342 320</box>
ad-signature: FLEMING AND HEDLEY, Auctioneers. <box>496 204 632 214</box>
drop-cap: T <box>640 206 658 236</box>
ad-body: WANTED, the PUBLIC to KNOW that Advertisements of 16 Words or under are inserted in the Wanted Columns of the EVENING MAIL for ONE SHILLING. <box>325 1069 474 1123</box>
ad-signature: FLEMING AND HEDLEY, Auctioneers. <box>339 214 474 224</box>
